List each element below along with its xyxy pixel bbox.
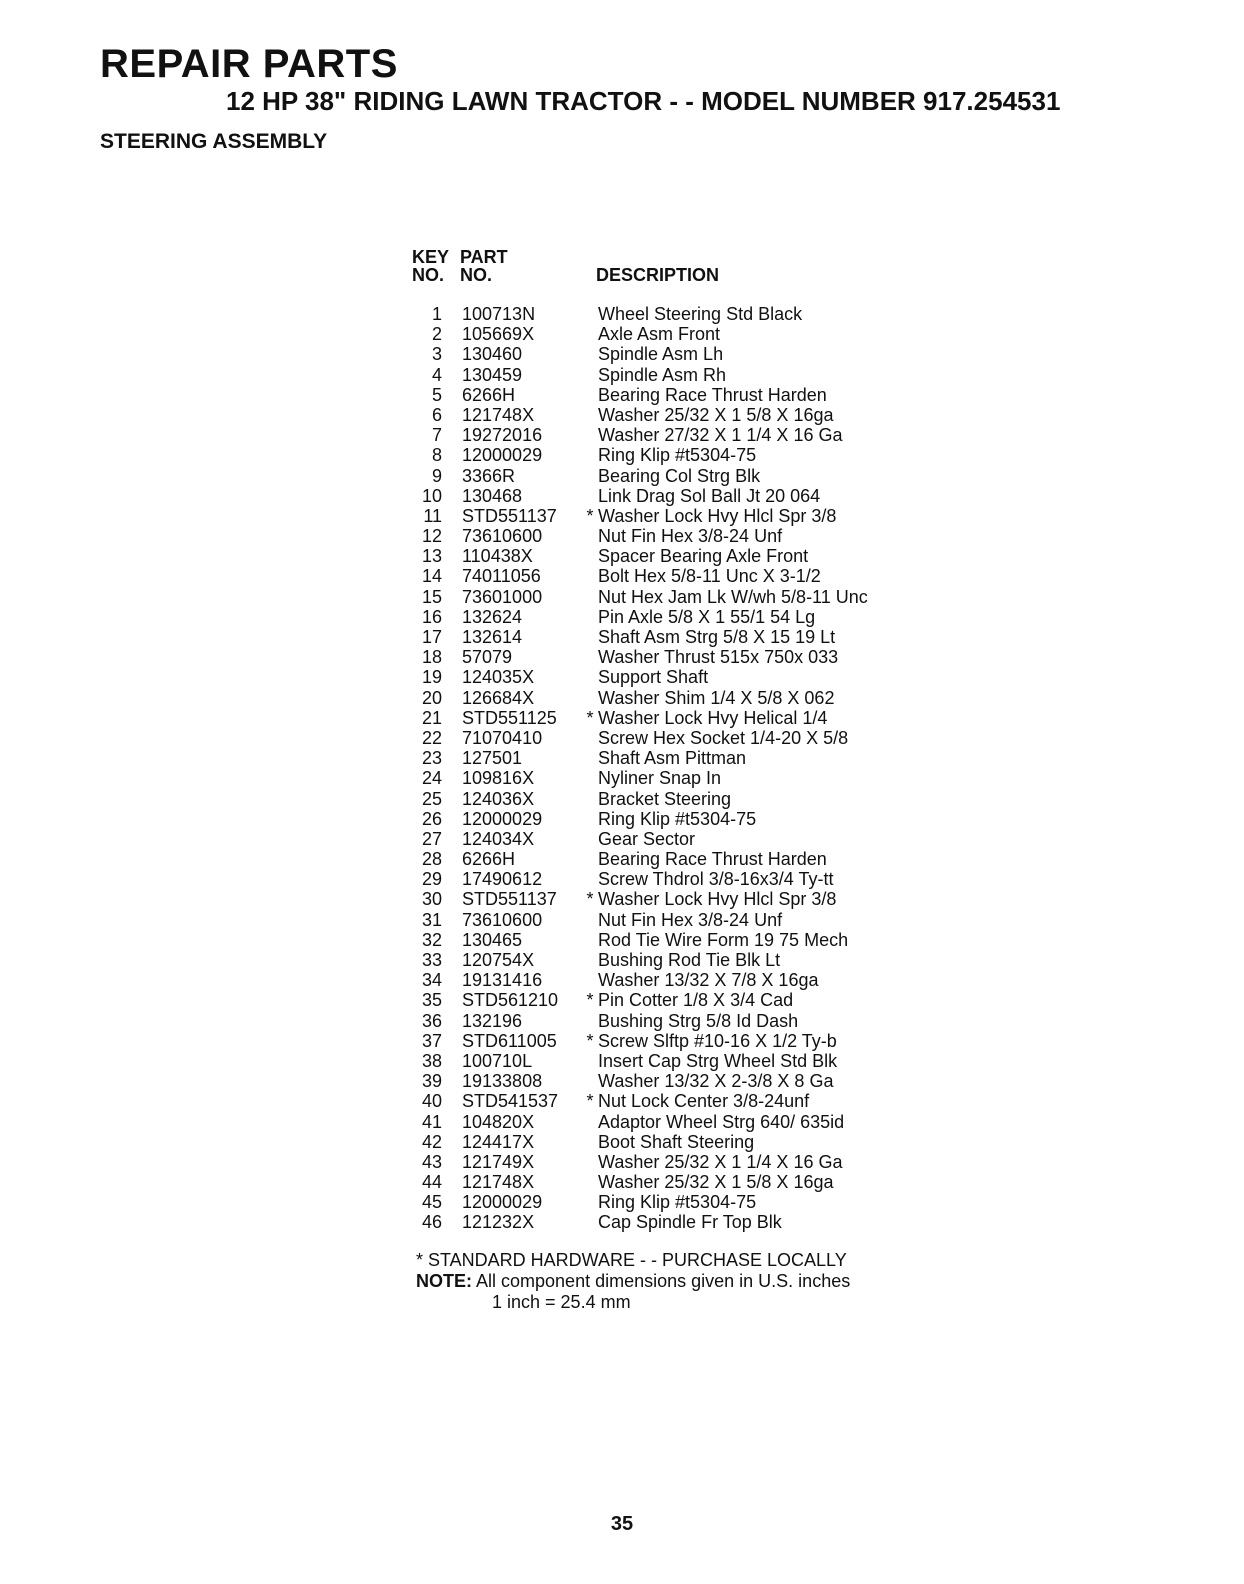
table-row	[412, 587, 952, 607]
table-row	[412, 647, 952, 667]
note-label: NOTE:	[416, 1271, 472, 1291]
part-number: 121748X	[462, 404, 535, 425]
part-number: 130459	[462, 364, 523, 385]
part-description: Washer 25/32 X 1 5/8 X 16ga	[598, 404, 834, 425]
part-number: STD611005	[462, 1030, 557, 1051]
table-row	[412, 849, 952, 869]
part-number: 104820X	[462, 1111, 535, 1132]
part-number: 105669X	[462, 324, 535, 345]
part-number: 74011056	[462, 566, 541, 587]
part-description: Nut Hex Jam Lk W/wh 5/8-11 Unc	[598, 586, 868, 607]
part-number: 100710L	[462, 1050, 533, 1071]
part-number: STD551137	[462, 889, 557, 910]
table-row	[412, 950, 952, 970]
part-number: 19131416	[462, 970, 543, 991]
part-number: 127501	[462, 748, 523, 769]
key-number: 6	[431, 404, 442, 425]
key-number: 18	[421, 647, 442, 668]
part-number: 121749X	[462, 1151, 535, 1172]
key-number: 9	[431, 465, 442, 486]
part-number: 12000029	[462, 445, 543, 466]
table-row	[412, 546, 952, 566]
part-number: 12000029	[462, 808, 543, 829]
key-number: 5	[431, 384, 442, 405]
part-number: 73610600	[462, 909, 543, 930]
table-row	[412, 688, 952, 708]
part-column-header-line1: PART	[460, 247, 508, 267]
part-number: 126684X	[462, 687, 535, 708]
part-number: 109816X	[462, 768, 535, 789]
key-number: 31	[421, 909, 442, 930]
page-number: 35	[610, 1513, 634, 1535]
key-number: 46	[421, 1212, 442, 1233]
table-row	[412, 1152, 952, 1172]
part-description: Screw Thdrol 3/8-16x3/4 Ty-tt	[598, 869, 834, 890]
part-description: Screw Slftp #10-16 X 1/2 Ty-b	[598, 1030, 837, 1051]
part-description: Bearing Col Strg Blk	[598, 465, 761, 486]
table-row	[412, 324, 952, 344]
part-number: 132614	[462, 627, 523, 647]
key-number: 45	[421, 1192, 442, 1213]
parts-list	[412, 242, 952, 1233]
part-number: 132624	[462, 606, 523, 627]
key-number: 21	[421, 707, 442, 728]
part-number: 100713N	[462, 304, 536, 324]
key-number: 19	[421, 667, 442, 688]
standard-hardware-mark: *	[586, 990, 594, 1011]
part-description: Link Drag Sol Ball Jt 20 064	[598, 485, 821, 506]
table-row	[412, 889, 952, 909]
standard-hardware-mark: *	[586, 889, 594, 910]
table-row	[412, 405, 952, 425]
key-number: 33	[421, 950, 442, 970]
key-number: 29	[421, 869, 442, 890]
part-number: STD551125	[462, 707, 557, 728]
table-row	[412, 385, 952, 405]
table-row	[412, 930, 952, 950]
key-column-header-line1: KEY	[412, 247, 450, 267]
part-description: Washer 25/32 X 1 5/8 X 16ga	[598, 1172, 834, 1193]
part-description: Ring Klip #t5304-75	[598, 445, 757, 466]
part-number: 132196	[462, 1010, 523, 1031]
table-row	[412, 1132, 952, 1152]
part-description: Boot Shaft Steering	[598, 1131, 755, 1152]
standard-hardware-mark: *	[586, 1030, 594, 1051]
standard-hardware-mark: *	[586, 505, 594, 526]
table-row	[412, 789, 952, 809]
key-number: 28	[421, 849, 442, 870]
key-number: 27	[421, 828, 442, 849]
part-number: 6266H	[462, 384, 516, 405]
part-description: Washer Thrust 515x 750x 033	[598, 647, 839, 668]
table-row	[412, 1071, 952, 1091]
part-description: Insert Cap Strg Wheel Std Blk	[598, 1050, 838, 1071]
description-column-header: DESCRIPTION	[596, 265, 720, 285]
key-number: 1	[431, 304, 442, 324]
part-description: Gear Sector	[598, 828, 696, 849]
part-description: Wheel Steering Std Black	[598, 304, 803, 324]
part-description: Pin Axle 5/8 X 1 55/1 54 Lg	[598, 606, 816, 627]
table-row	[412, 627, 952, 647]
part-description: Washer 25/32 X 1 1/4 X 16 Ga	[598, 1151, 843, 1172]
key-number: 30	[421, 889, 442, 910]
key-number: 7	[431, 425, 442, 446]
part-number: STD561210	[462, 990, 559, 1011]
table-row	[412, 1051, 952, 1071]
part-number: 124036X	[462, 788, 535, 809]
table-row	[412, 728, 952, 748]
key-number: 4	[431, 364, 442, 385]
part-number: 130460	[462, 344, 523, 365]
standard-hardware-mark: *	[586, 707, 594, 728]
part-description: Pin Cotter 1/8 X 3/4 Cad	[598, 990, 794, 1011]
key-number: 8	[431, 445, 442, 466]
table-row	[412, 425, 952, 445]
key-number: 11	[423, 505, 442, 526]
part-description: Bushing Rod Tie Blk Lt	[598, 950, 781, 970]
part-number: 130468	[462, 485, 523, 506]
part-number: 120754X	[462, 950, 535, 970]
unit-conversion-note: 1 inch = 25.4 mm	[492, 1292, 631, 1312]
part-number: 130465	[462, 929, 523, 950]
table-row	[412, 506, 952, 526]
key-number: 32	[421, 929, 442, 950]
part-description: Adaptor Wheel Strg 640/ 635id	[598, 1111, 845, 1132]
table-row	[412, 1031, 952, 1051]
part-description: Bracket Steering	[598, 788, 732, 809]
part-description: Washer Lock Hvy Hlcl Spr 3/8	[598, 889, 837, 910]
table-row	[412, 667, 952, 687]
table-row	[412, 910, 952, 930]
key-number: 20	[421, 687, 442, 708]
part-description: Washer Lock Hvy Hlcl Spr 3/8	[598, 505, 837, 526]
part-description: Bushing Strg 5/8 Id Dash	[598, 1010, 799, 1031]
part-number: 110438X	[462, 546, 533, 567]
table-row	[412, 607, 952, 627]
table-row	[412, 990, 952, 1010]
part-number: 73610600	[462, 526, 543, 547]
key-number: 13	[421, 546, 442, 567]
table-row	[412, 466, 952, 486]
key-number: 23	[421, 748, 442, 769]
key-number: 42	[421, 1131, 442, 1152]
parts-list-header	[412, 242, 952, 294]
part-number: 124417X	[462, 1131, 535, 1152]
key-number: 39	[421, 1071, 442, 1092]
key-number: 14	[421, 566, 442, 587]
key-number: 2	[431, 324, 442, 345]
key-number: 16	[421, 606, 442, 627]
table-row	[412, 748, 952, 768]
part-description: Washer Shim 1/4 X 5/8 X 062	[598, 687, 835, 708]
model-subtitle: 12 HP 38" RIDING LAWN TRACTOR - - MODEL NUMBER 917.254531	[226, 86, 1061, 116]
table-row	[412, 809, 952, 829]
part-description: Spacer Bearing Axle Front	[598, 546, 809, 567]
parts-list-rows	[412, 304, 952, 1233]
key-column-header-line2: NO.	[412, 265, 445, 285]
part-number: STD551137	[462, 505, 557, 526]
key-number: 40	[421, 1091, 442, 1112]
part-description: Shaft Asm Strg 5/8 X 15 19 Lt	[598, 627, 836, 647]
table-row	[412, 708, 952, 728]
key-number: 44	[421, 1172, 442, 1193]
part-description: Ring Klip #t5304-75	[598, 1192, 757, 1213]
table-row	[412, 1112, 952, 1132]
section-heading: STEERING ASSEMBLY	[100, 130, 328, 153]
part-description: Washer 13/32 X 2-3/8 X 8 Ga	[598, 1071, 834, 1092]
standard-hardware-mark: *	[586, 1091, 594, 1112]
table-row	[412, 486, 952, 506]
part-number: 121232X	[462, 1212, 535, 1233]
part-description: Axle Asm Front	[598, 324, 721, 345]
table-row	[412, 304, 952, 324]
table-row	[412, 526, 952, 546]
part-description: Nut Lock Center 3/8-24unf	[598, 1091, 810, 1112]
part-number: 17490612	[462, 869, 543, 890]
table-row	[412, 445, 952, 465]
table-row	[412, 768, 952, 788]
key-number: 26	[421, 808, 442, 829]
part-number: 19272016	[462, 425, 543, 446]
table-row	[412, 1212, 952, 1232]
part-description: Shaft Asm Pittman	[598, 748, 747, 769]
part-description: Bearing Race Thrust Harden	[598, 849, 827, 870]
part-number: 19133808	[462, 1071, 543, 1092]
part-column-header-line2: NO.	[460, 265, 493, 285]
dimensions-note	[416, 1271, 850, 1292]
key-number: 25	[421, 788, 442, 809]
part-description: Nyliner Snap In	[598, 768, 722, 789]
part-number: 124035X	[462, 667, 535, 688]
key-number: 24	[421, 768, 442, 789]
part-description: Nut Fin Hex 3/8-24 Unf	[598, 909, 783, 930]
table-row	[412, 1192, 952, 1212]
table-row	[412, 344, 952, 364]
key-number: 22	[421, 727, 442, 748]
part-description: Nut Fin Hex 3/8-24 Unf	[598, 526, 783, 547]
key-number: 34	[421, 970, 442, 991]
part-number: 121748X	[462, 1172, 535, 1193]
note-text: All component dimensions given in U.S. inches	[476, 1271, 851, 1291]
notes-block	[416, 1250, 850, 1313]
page-title: REPAIR PARTS	[100, 42, 398, 86]
part-description: Bearing Race Thrust Harden	[598, 384, 827, 405]
key-number: 37	[421, 1030, 442, 1051]
part-description: Spindle Asm Lh	[598, 344, 724, 365]
part-description: Washer 27/32 X 1 1/4 X 16 Ga	[598, 425, 843, 446]
part-description: Bolt Hex 5/8-11 Unc X 3-1/2	[598, 566, 821, 587]
part-description: Cap Spindle Fr Top Blk	[598, 1212, 782, 1233]
part-number: 71070410	[462, 727, 543, 748]
part-number: 124034X	[462, 828, 535, 849]
table-row	[412, 1172, 952, 1192]
part-description: Washer 13/32 X 7/8 X 16ga	[598, 970, 819, 991]
key-number: 36	[421, 1010, 442, 1031]
table-row	[412, 1011, 952, 1031]
part-description: Rod Tie Wire Form 19 75 Mech	[598, 929, 849, 950]
table-row	[412, 869, 952, 889]
key-number: 43	[421, 1151, 442, 1172]
key-number: 3	[431, 344, 442, 365]
part-description: Washer Lock Hvy Helical 1/4	[598, 707, 828, 728]
key-number: 10	[421, 485, 442, 506]
key-number: 35	[421, 990, 442, 1011]
table-row	[412, 365, 952, 385]
table-row	[412, 1091, 952, 1111]
table-row	[412, 566, 952, 586]
table-row	[412, 829, 952, 849]
key-number: 12	[421, 526, 442, 547]
part-number: 3366R	[462, 465, 516, 486]
standard-hardware-note: * STANDARD HARDWARE - - PURCHASE LOCALLY	[416, 1250, 847, 1270]
part-description: Support Shaft	[598, 667, 709, 688]
table-row	[412, 970, 952, 990]
key-number: 38	[421, 1050, 442, 1071]
part-number: 12000029	[462, 1192, 543, 1213]
key-number: 41	[421, 1111, 442, 1132]
part-number: STD541537	[462, 1091, 559, 1112]
part-number: 73601000	[462, 586, 543, 607]
part-description: Spindle Asm Rh	[598, 364, 727, 385]
part-number: 6266H	[462, 849, 516, 870]
part-number: 57079	[462, 647, 513, 668]
part-description: Ring Klip #t5304-75	[598, 808, 757, 829]
key-number: 17	[421, 627, 442, 647]
part-description: Screw Hex Socket 1/4-20 X 5/8	[598, 727, 849, 748]
key-number: 15	[421, 586, 442, 607]
